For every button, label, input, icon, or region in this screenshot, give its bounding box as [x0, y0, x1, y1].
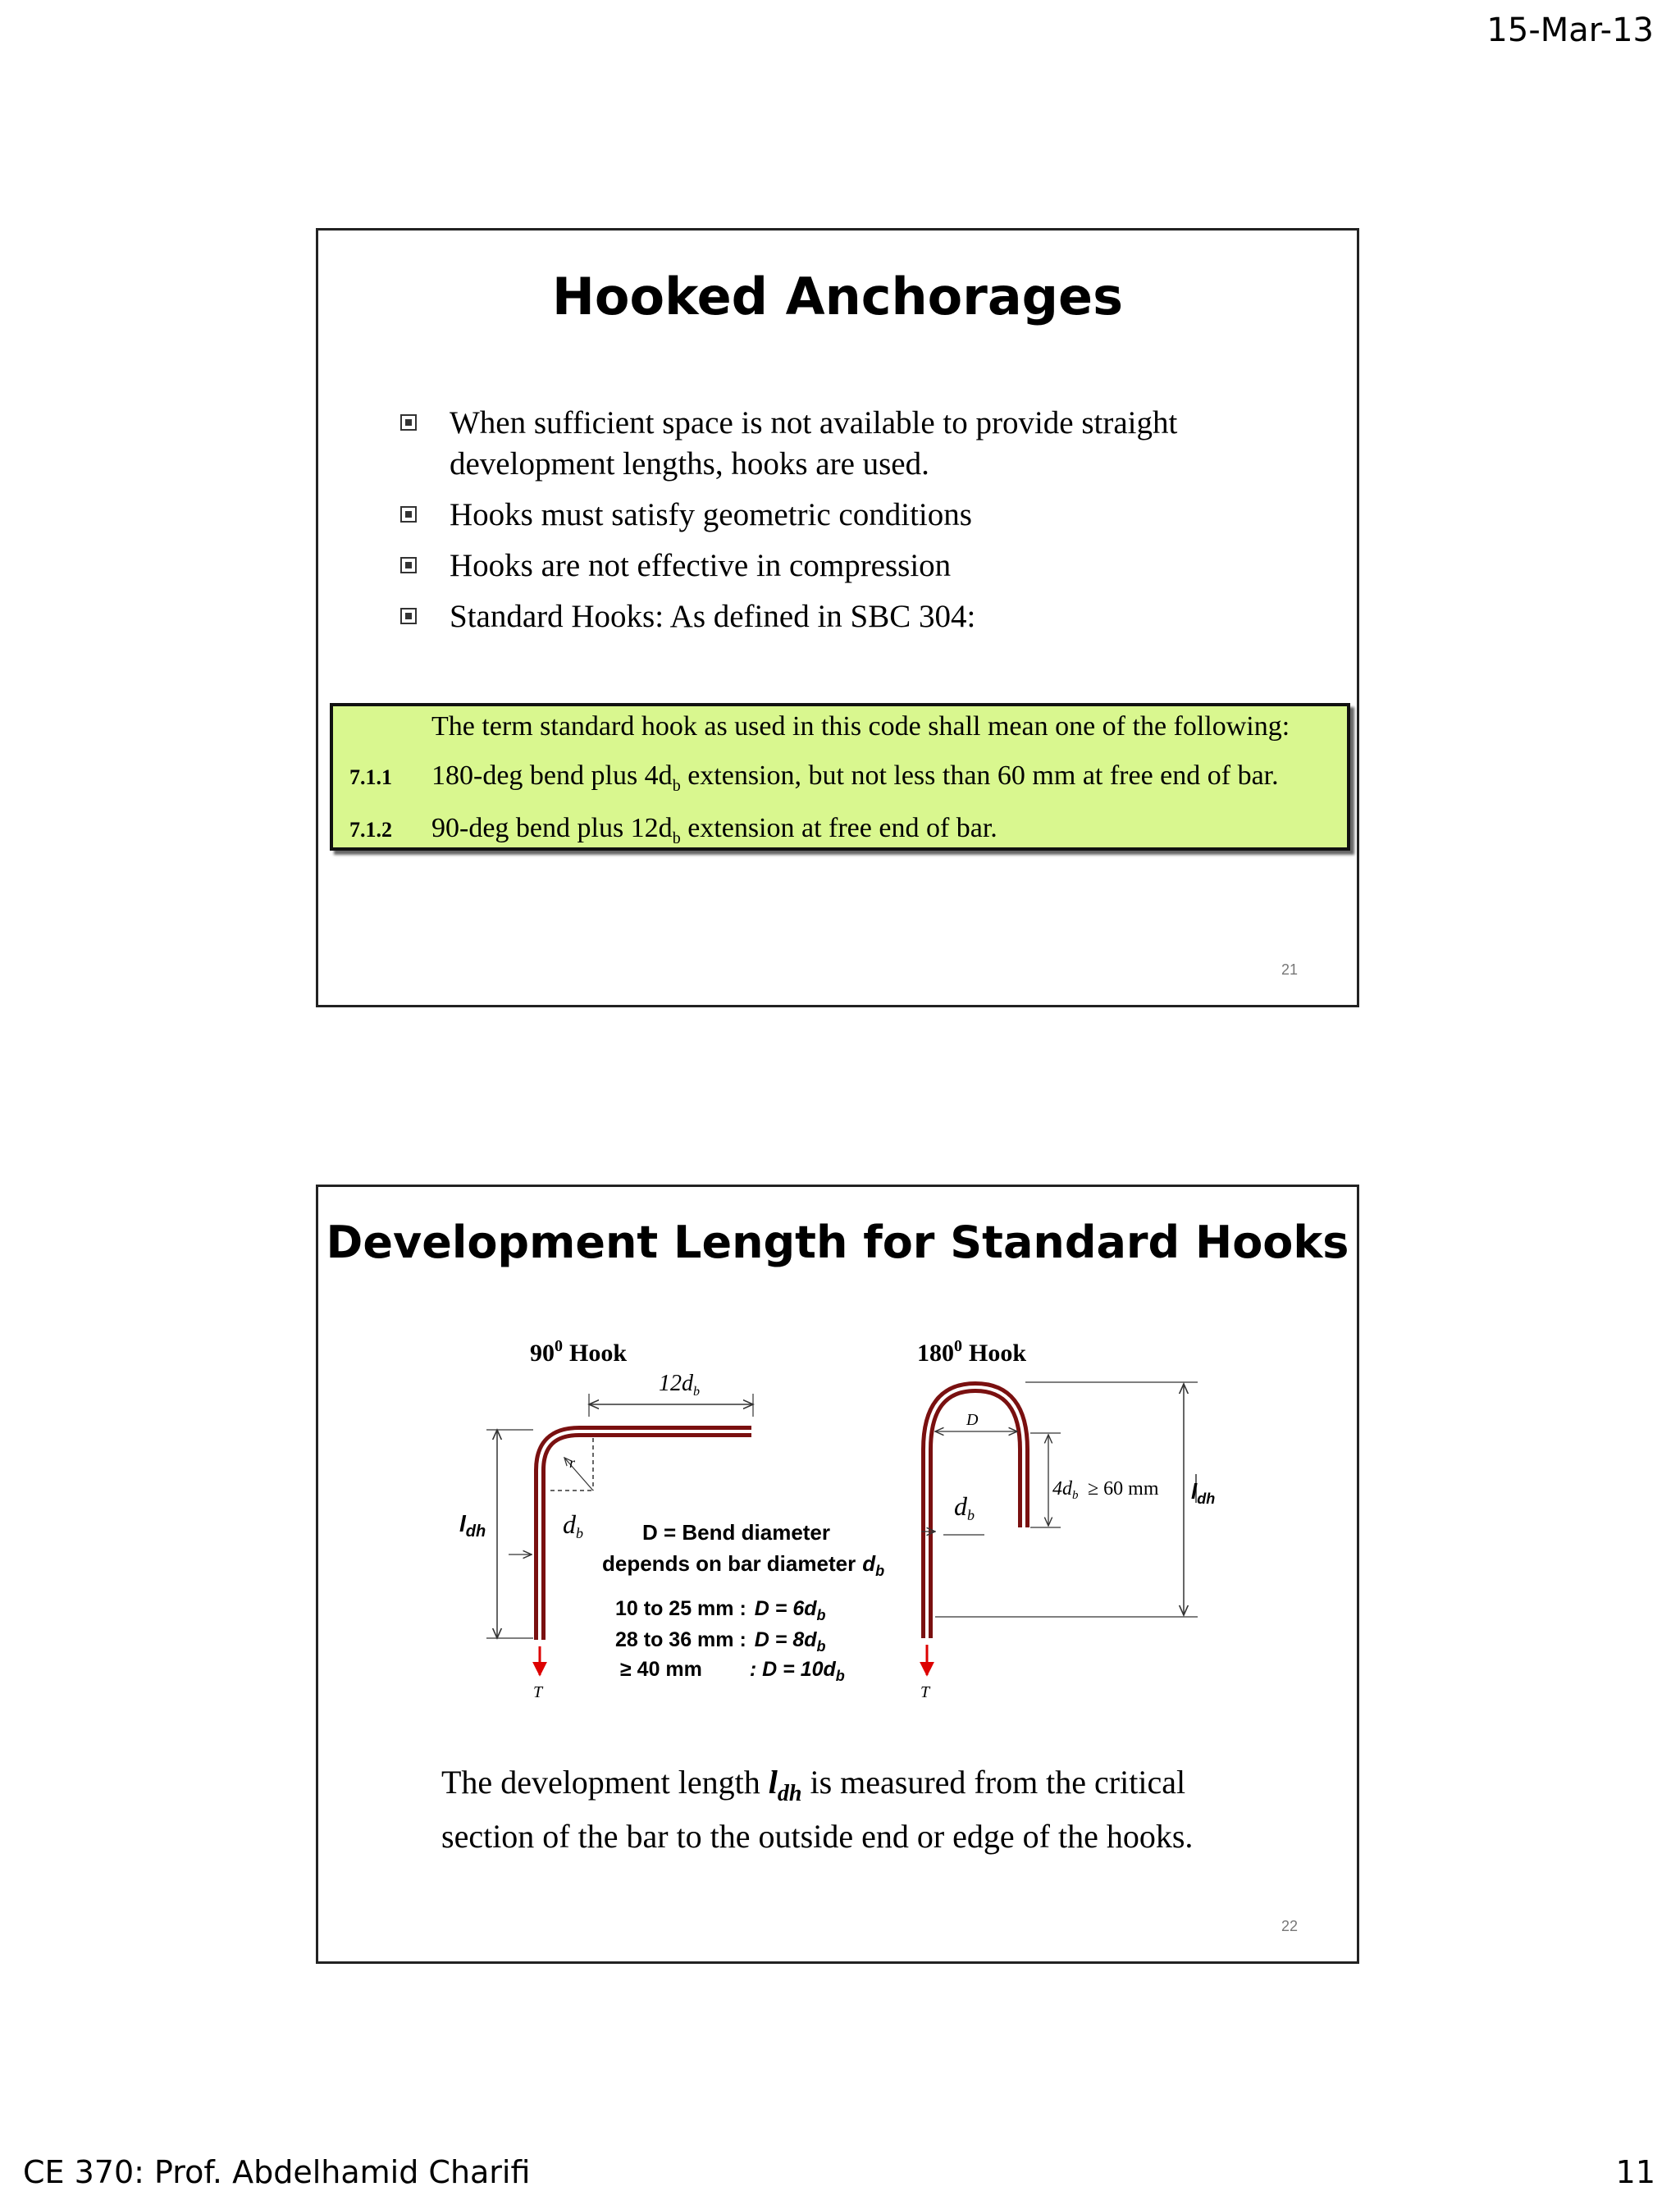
bullet-item [400, 546, 1270, 587]
checkbox-bullet-icon [400, 557, 417, 573]
checkbox-bullet-icon [400, 506, 417, 523]
bend-table-row: 10 to 25 mm : $D = 6d_b$ [615, 1597, 826, 1623]
D-label: D [966, 1411, 979, 1429]
caption: The development length $l_{dh}$ is measured from the critical section of the bar to the outside end or edge of the hooks. [441, 1764, 1194, 1855]
bullet-item [400, 495, 1270, 536]
footer-page-number: 11 [1615, 2154, 1655, 2190]
bend-table-row: ≥ 40 mm : $D = 10d_b$ [620, 1658, 845, 1684]
code-item-number: 7.1.2 [349, 818, 392, 842]
ldh-label-left: $l_{dh}$ [459, 1511, 486, 1541]
tension-label-right: T [920, 1683, 930, 1701]
tension-label-left: T [533, 1683, 543, 1701]
bend-line2: depends on bar diameter $d_b$ [602, 1551, 885, 1579]
slide-number: 22 [1281, 1918, 1298, 1934]
code-item-text: 180-deg bend plus $4d_b$ extension, but not less than 60 mm at free end of bar. [431, 760, 1279, 795]
checkbox-bullet-icon [400, 414, 417, 431]
four-db-label: $4d_b$ [1052, 1478, 1079, 1502]
code-excerpt-box [330, 703, 1350, 851]
slide-title: Hooked Anchorages [551, 267, 1124, 326]
bullet-item [400, 403, 1270, 485]
ldh-label-right: $l_{dh}$ [1191, 1479, 1216, 1507]
dim-12db-label: $12d_b$ [659, 1371, 700, 1399]
bullet-item [400, 596, 1270, 637]
checkbox-bullet-icon [400, 608, 417, 624]
slide-title: Development Length for Standard Hooks [326, 1217, 1349, 1268]
bullet-text: Hooks are not effective in compression [450, 548, 952, 583]
db-label-left: db [563, 1509, 583, 1541]
hook-180-label: $180^0$ Hook [917, 1337, 1027, 1367]
slide-hooked-anchorages [316, 228, 1359, 1007]
bullet-text: Hooks must satisfy geometric conditions [450, 497, 972, 532]
hook-90-label: $90^0$ Hook [530, 1337, 628, 1367]
footer-course: CE 370: Prof. Abdelhamid Charifi [23, 2154, 531, 2190]
bend-table-row: 28 to 36 mm : $D = 8d_b$ [615, 1628, 826, 1655]
code-item-number: 7.1.1 [349, 765, 392, 789]
slide-development-length [316, 1185, 1359, 1964]
db-label-right: db [954, 1491, 975, 1523]
bend-diameter-notes [602, 1520, 884, 1684]
slide-number: 21 [1281, 961, 1298, 978]
code-intro-text: The term standard hook as used in this code shall mean one of the following: [431, 711, 1290, 742]
code-item-text: 90-deg bend plus $12d_b$ extension at free end of bar. [431, 813, 998, 847]
header-date: 15-Mar-13 [1486, 11, 1654, 49]
bullet-list [400, 403, 1270, 647]
bend-line1: D = Bend diameter [642, 1520, 831, 1545]
radius-label: r [569, 1454, 576, 1471]
bullet-text: Standard Hooks: As defined in SBC 304: [450, 599, 976, 634]
hook-180-group [917, 1337, 1215, 1701]
bullet-text: When sufficient space is not available to provide straight development lengths, hooks are used. [450, 405, 1178, 482]
ge60-label: ≥ 60 mm [1088, 1478, 1159, 1500]
